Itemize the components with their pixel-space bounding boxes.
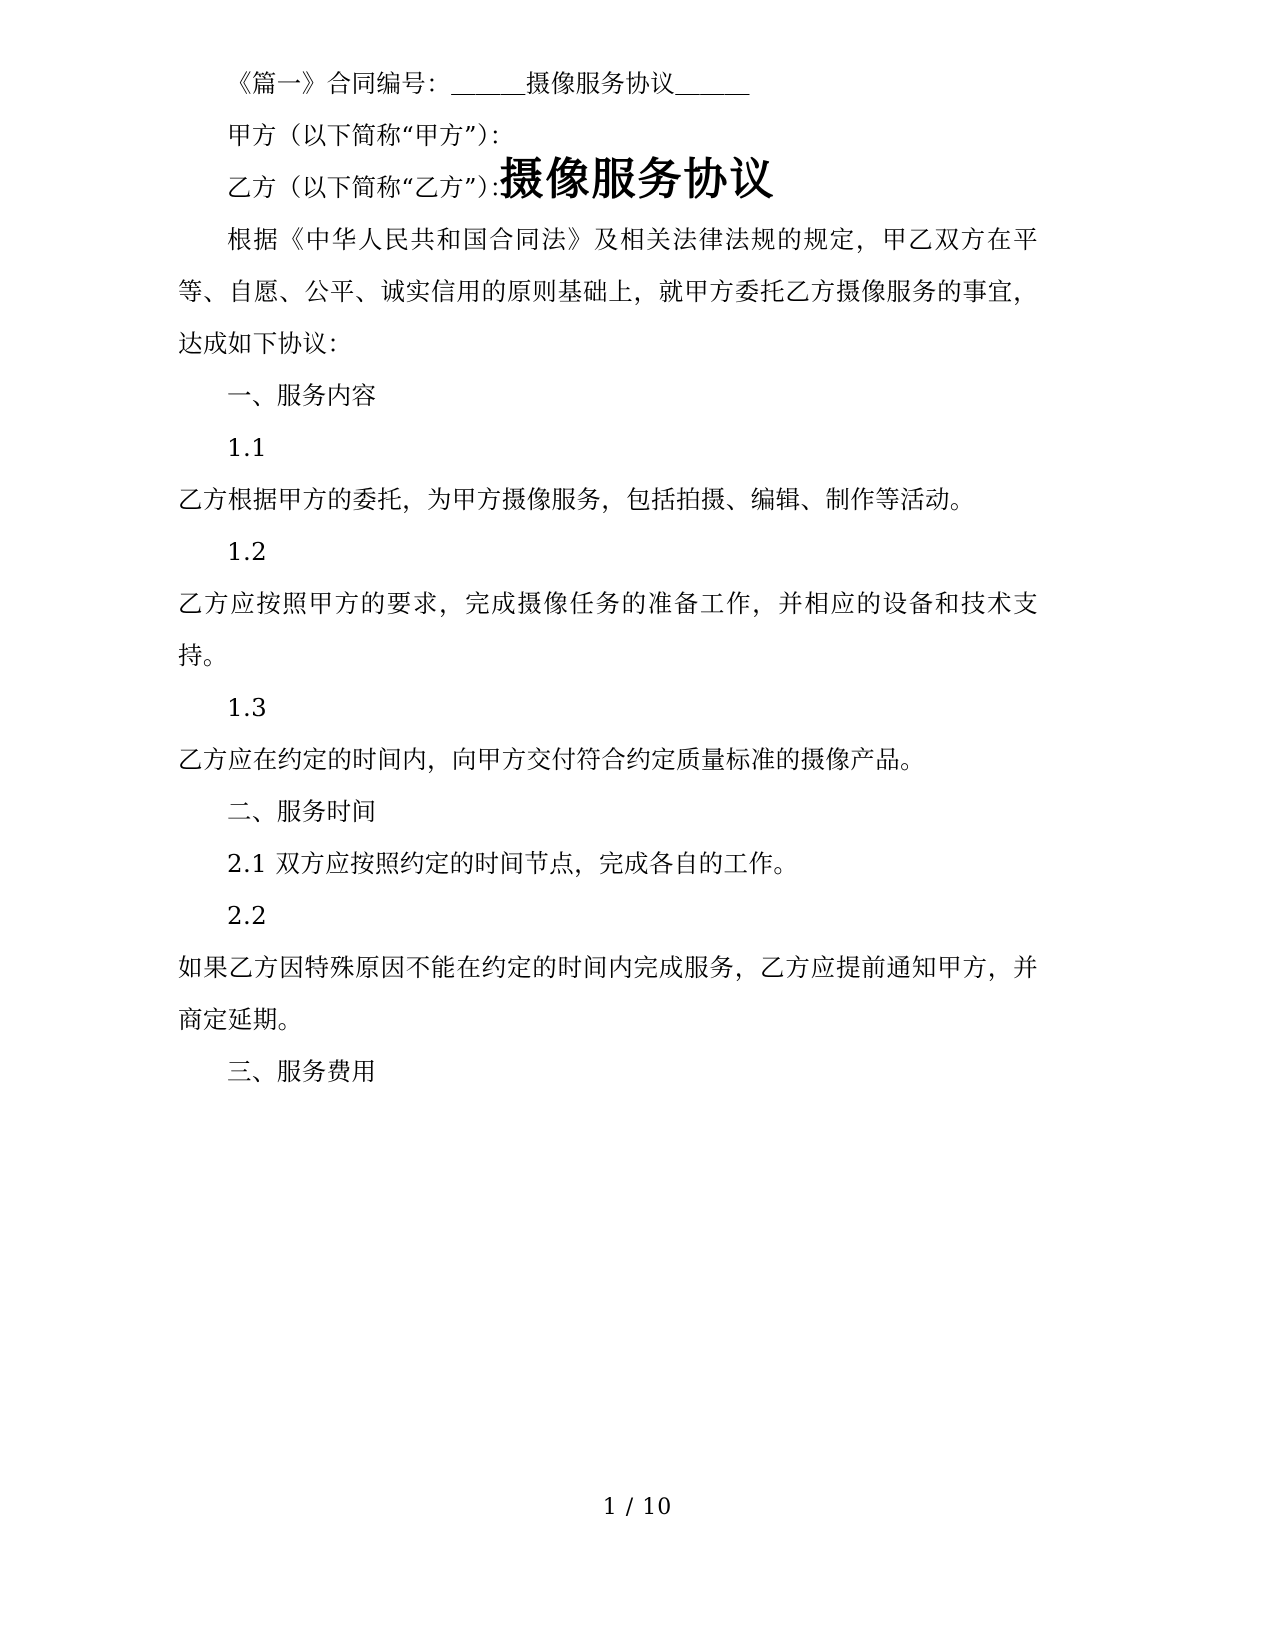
paragraph-party-b: 乙方（以下简称“乙方”）： — [227, 173, 515, 202]
page-title: 摄像服务协议 — [499, 154, 776, 205]
clause-number-1-1: 1.1 — [227, 433, 268, 462]
clause-number-2-2: 2.2 — [227, 901, 268, 930]
document-body — [178, 0, 1038, 1098]
clause-text-2-2: 如果乙方因特殊原因不能在约定的时间内完成服务，乙方应提前通知甲方，并商定延期。 — [178, 953, 1038, 1034]
clause-number-1-2: 1.2 — [227, 537, 268, 566]
paragraph-party-a: 甲方（以下简称“甲方”）： — [227, 121, 515, 150]
paragraph-block — [178, 58, 1038, 1098]
heading-service-time: 二、服务时间 — [227, 797, 377, 826]
clause-text-1-3: 乙方应在约定的时间内，向甲方交付符合约定质量标准的摄像产品。 — [178, 745, 925, 774]
clause-text-1-1: 乙方根据甲方的委托，为甲方摄像服务，包括拍摄、编辑、制作等活动。 — [178, 485, 975, 514]
heading-service-fee: 三、服务费用 — [227, 1057, 377, 1086]
page-number: 1 / 10 — [602, 1495, 673, 1520]
clause-text-2-1: 2.1 双方应按照约定的时间节点，完成各自的工作。 — [227, 849, 799, 878]
paragraph-contract-number: 《篇一》合同编号：＿＿＿摄像服务协议＿＿＿ — [227, 69, 750, 98]
clause-number-1-3: 1.3 — [227, 693, 268, 722]
heading-service-content: 一、服务内容 — [227, 381, 377, 410]
paragraph-preamble: 根据《中华人民共和国合同法》及相关法律法规的规定，甲乙双方在平等、自愿、公平、诚实信用的原则基础上，就甲方委托乙方摄像服务的事宜，达成如下协议： — [178, 225, 1038, 358]
clause-text-1-2: 乙方应按照甲方的要求，完成摄像任务的准备工作，并相应的设备和技术支持。 — [178, 589, 1038, 670]
